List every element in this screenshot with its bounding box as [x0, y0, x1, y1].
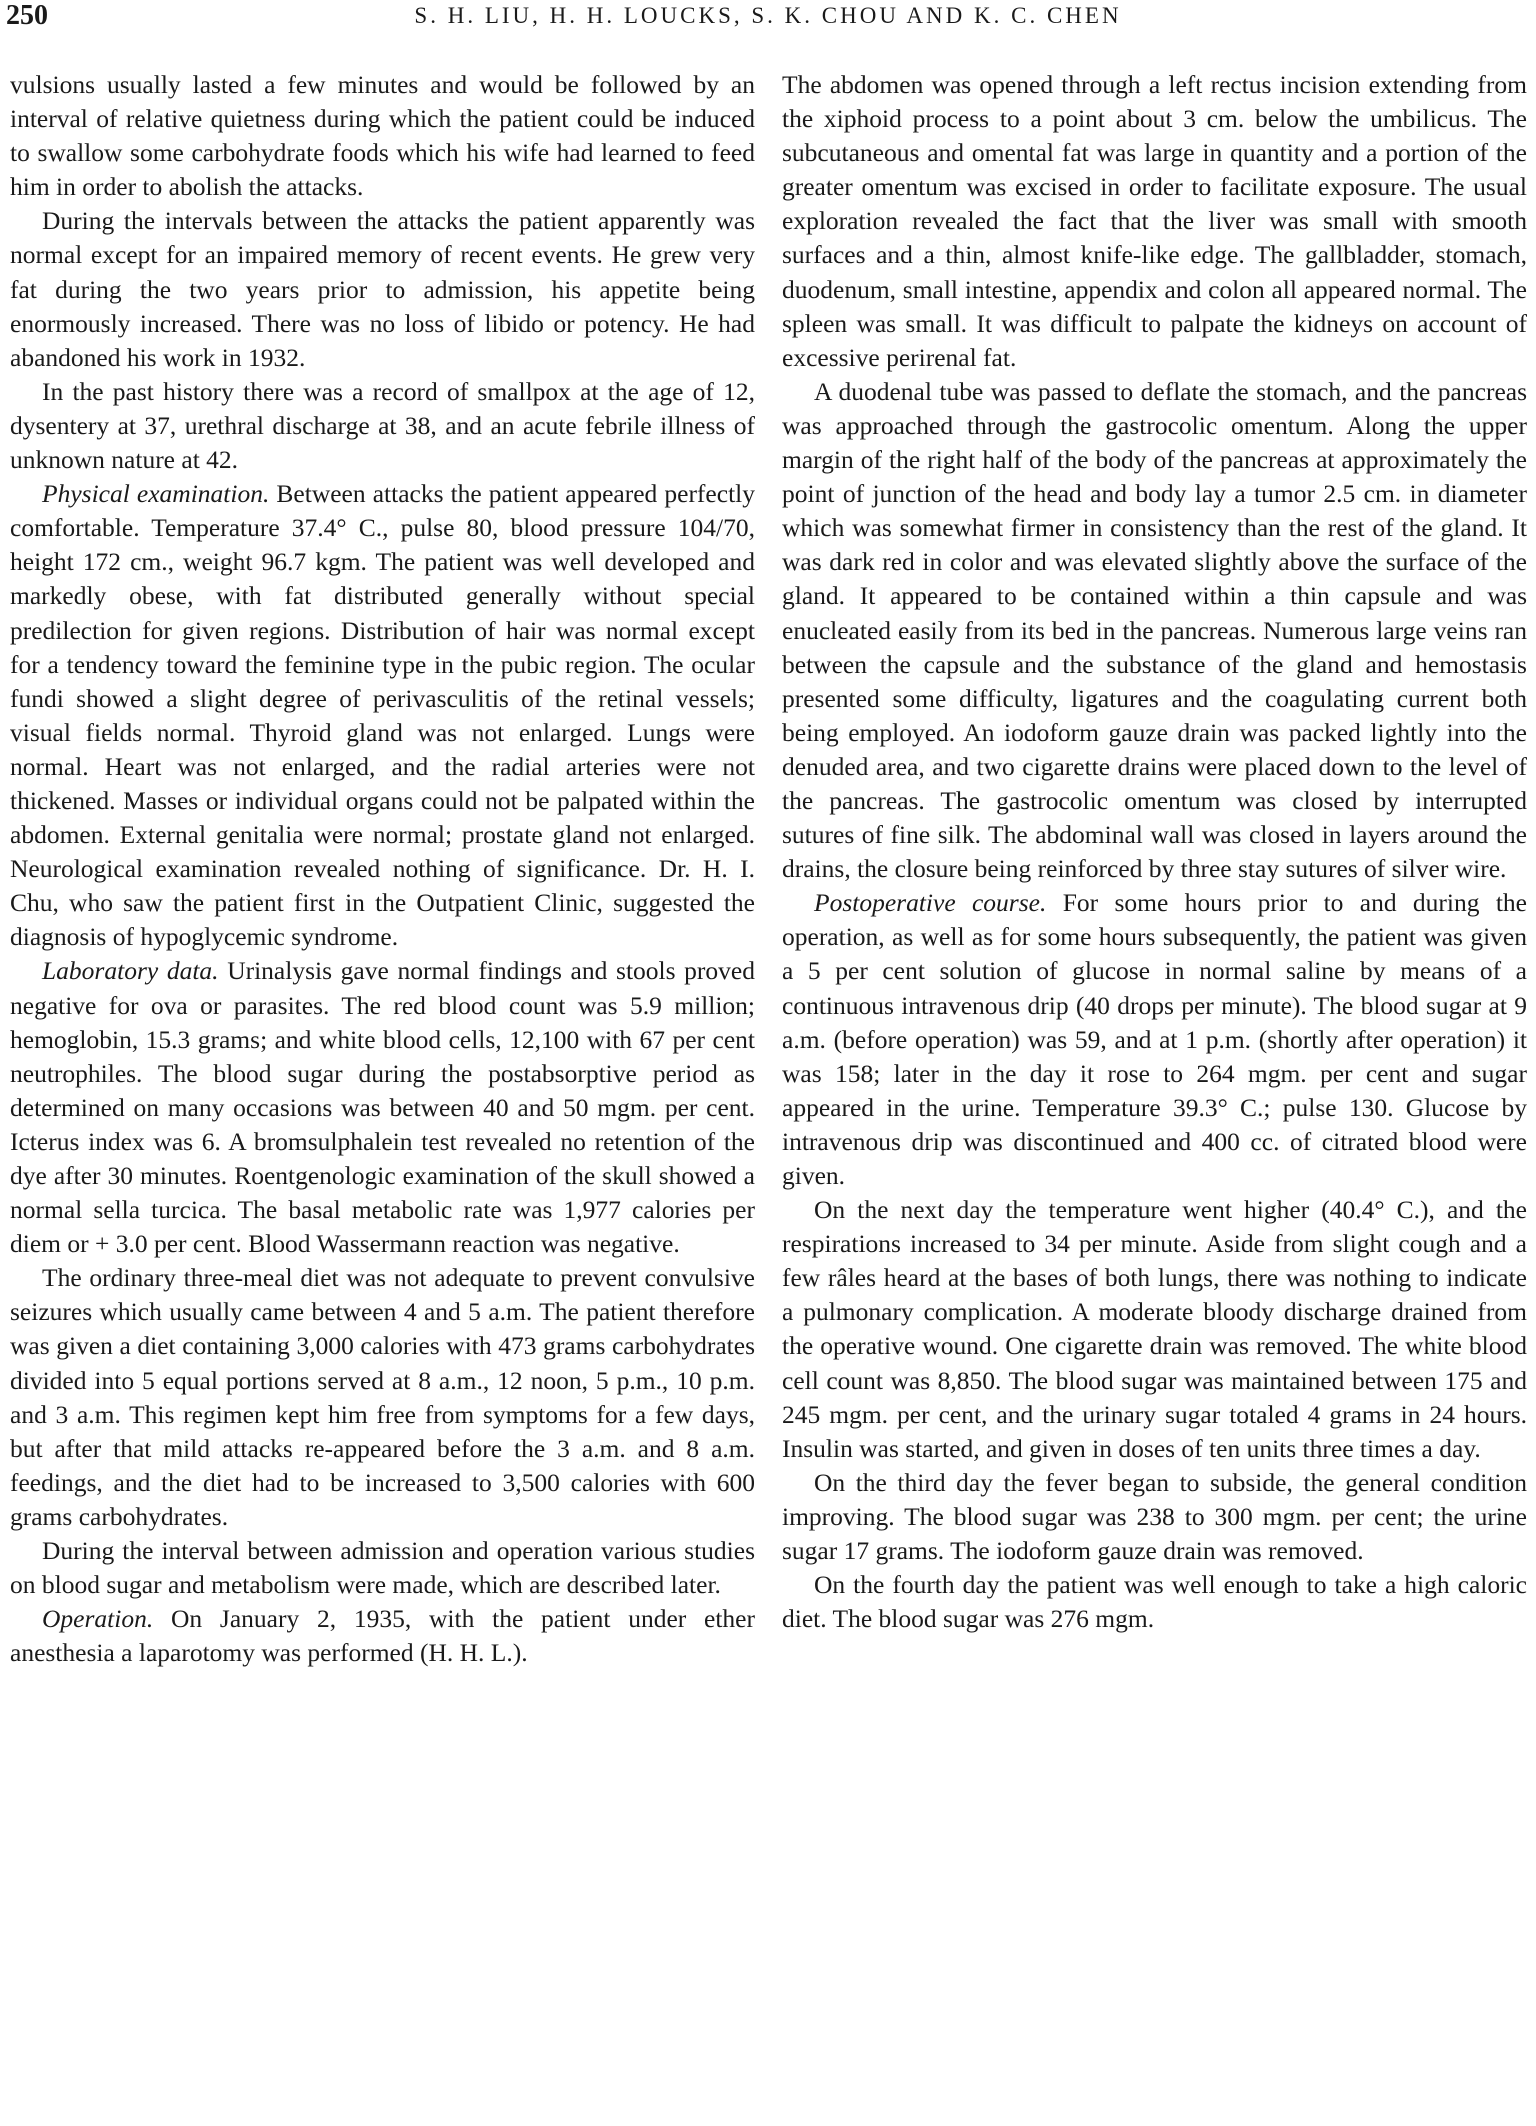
section-heading: Operation.	[42, 1604, 154, 1634]
paragraph-text: On January 2, 1935, with the patient under ether anesthesia a laparotomy was performed (H. H. L.).	[10, 1604, 755, 1668]
left-column	[10, 68, 755, 1670]
page-number: 250	[6, 0, 48, 31]
paragraph: The ordinary three-meal diet was not adequate to prevent convulsive seizures which usually came between 4 and 5 a.m. The patient therefore was given a diet containing 3,000 calories with 473 grams carbohydrates divided into 5 equal portions served at 8 a.m., 12 noon, 5 p.m., 10 p.m. and 3 a.m. This regimen kept him free from symptoms for a few days, but after that mild attacks re-appeared before the 3 a.m. and 8 a.m. feedings, and the diet had to be increased to 3,500 calories with 600 grams carbohydrates.	[10, 1263, 755, 1531]
section-heading: Postoperative course.	[814, 888, 1047, 918]
paragraph: On the third day the fever began to subside, the general condition improving. The blood sugar was 238 to 300 mgm. per cent; the urine sugar 17 grams. The iodoform gauze drain was removed.	[782, 1467, 1527, 1566]
section-heading: Laboratory data.	[42, 956, 219, 986]
page-header	[6, 0, 1530, 34]
paragraph-text: For some hours prior to and during the operation, as well as for some hours subsequently, the patient was given a 5 per cent solution of glucose in normal saline by means of a continuous intravenous drip (40 drops per minute). The blood sugar at 9 a.m. (before operation) was 59, and at 1 p.m. (shortly after operation) it was 158; later in the day it rose to 264 mgm. per cent and sugar appeared in the urine. Temperature 39.3° C.; pulse 130. Glucose by intravenous drip was discontinued and 400 cc. of citrated blood were given.	[782, 888, 1527, 1190]
paragraph	[10, 954, 755, 1261]
paragraph-text: Between attacks the patient appeared perfectly comfortable. Temperature 37.4° C., pulse 80, blood pressure 104/70, height 172 cm., weight 96.7 kgm. The patient was well developed and markedly obese, with fat distributed generally without special predilection for given regions. Distribution of hair was normal except for a tendency toward the feminine type in the pubic region. The ocular fundi showed a slight degree of perivasculitis of the retinal vessels; visual fields normal. Thyroid gland was not enlarged. Lungs were normal. Heart was not enlarged, and the radial arteries were not thickened. Masses or individual organs could not be palpated within the abdomen. External genitalia were normal; prostate gland not enlarged. Neurological examination revealed nothing of significance. Dr. H. I. Chu, who saw the patient first in the Outpatient Clinic, suggested the diagnosis of hypoglycemic syndrome.	[10, 479, 755, 952]
paragraph: vulsions usually lasted a few minutes and would be followed by an interval of relative quietness during which the patient could be induced to swallow some carbohydrate foods which his wife had learned to feed him in order to abolish the attacks.	[10, 70, 755, 202]
paragraph	[10, 1602, 755, 1670]
paragraph	[782, 886, 1527, 1193]
paragraph: A duodenal tube was passed to deflate the stomach, and the pancreas was approached through the gastrocolic omentum. Along the upper margin of the right half of the body of the pancreas at approximately the point of junction of the head and body lay a tumor 2.5 cm. in diameter which was somewhat firmer in consistency than the rest of the gland. It was dark red in color and was elevated slightly above the surface of the gland. It appeared to be contained within a thin capsule and was enucleated easily from its bed in the pancreas. Numerous large veins ran between the capsule and the substance of the gland and hemostasis presented some difficulty, ligatures and the coagulating current both being employed. An iodoform gauze drain was packed lightly into the denuded area, and two cigarette drains were placed down to the level of the pancreas. The gastrocolic omentum was closed by interrupted sutures of fine silk. The abdominal wall was closed in layers around the drains, the closure being reinforced by three stay sutures of silver wire.	[782, 376, 1527, 884]
right-column	[782, 68, 1527, 1636]
paragraph-text: Urinalysis gave normal findings and stools proved negative for ova or parasites. The red blood count was 5.9 million; hemoglobin, 15.3 grams; and white blood cells, 12,100 with 67 per cent neutrophiles. The blood sugar during the postabsorptive period as determined on many occasions was between 40 and 50 mgm. per cent. Icterus index was 6. A bromsulphalein test revealed no retention of the dye after 30 minutes. Roentgenologic examination of the skull showed a normal sella turcica. The basal metabolic rate was 1,977 calories per diem or + 3.0 per cent. Blood Wassermann reaction was negative.	[10, 956, 755, 1259]
section-heading: Physical examination.	[42, 479, 270, 509]
paragraph	[10, 477, 755, 954]
paragraph: On the fourth day the patient was well enough to take a high caloric diet. The blood sugar was 276 mgm.	[782, 1570, 1527, 1634]
paragraph: During the interval between admission and operation various studies on blood sugar and metabolism were made, which are described later.	[10, 1536, 755, 1600]
paragraph: The abdomen was opened through a left rectus incision extending from the xiphoid process to a point about 3 cm. below the umbilicus. The subcutaneous and omental fat was large in quantity and a portion of the greater omentum was excised in order to facilitate exposure. The usual exploration revealed the fact that the liver was small with smooth surfaces and a thin, almost knife-like edge. The gallbladder, stomach, duodenum, small intestine, appendix and colon all appeared normal. The spleen was small. It was difficult to palpate the kidneys on account of excessive perirenal fat.	[782, 70, 1527, 372]
paragraph: On the next day the temperature went higher (40.4° C.), and the respirations increased to 34 per minute. Aside from slight cough and a few râles heard at the bases of both lungs, there was nothing to indicate a pulmonary complication. A moderate bloody discharge drained from the operative wound. One cigarette drain was removed. The white blood cell count was 8,850. The blood sugar was maintained between 175 and 245 mgm. per cent, and the urinary sugar totaled 4 grams in 24 hours. Insulin was started, and given in doses of ten units three times a day.	[782, 1195, 1527, 1463]
running-head: S. H. LIU, H. H. LOUCKS, S. K. CHOU AND K. C. CHEN	[414, 3, 1122, 28]
paragraph: In the past history there was a record of smallpox at the age of 12, dysentery at 37, urethral discharge at 38, and an acute febrile illness of unknown nature at 42.	[10, 376, 755, 475]
paragraph: During the intervals between the attacks the patient apparently was normal except for an impaired memory of recent events. He grew very fat during the two years prior to admission, his appetite being enormously increased. There was no loss of libido or potency. He had abandoned his work in 1932.	[10, 206, 755, 372]
